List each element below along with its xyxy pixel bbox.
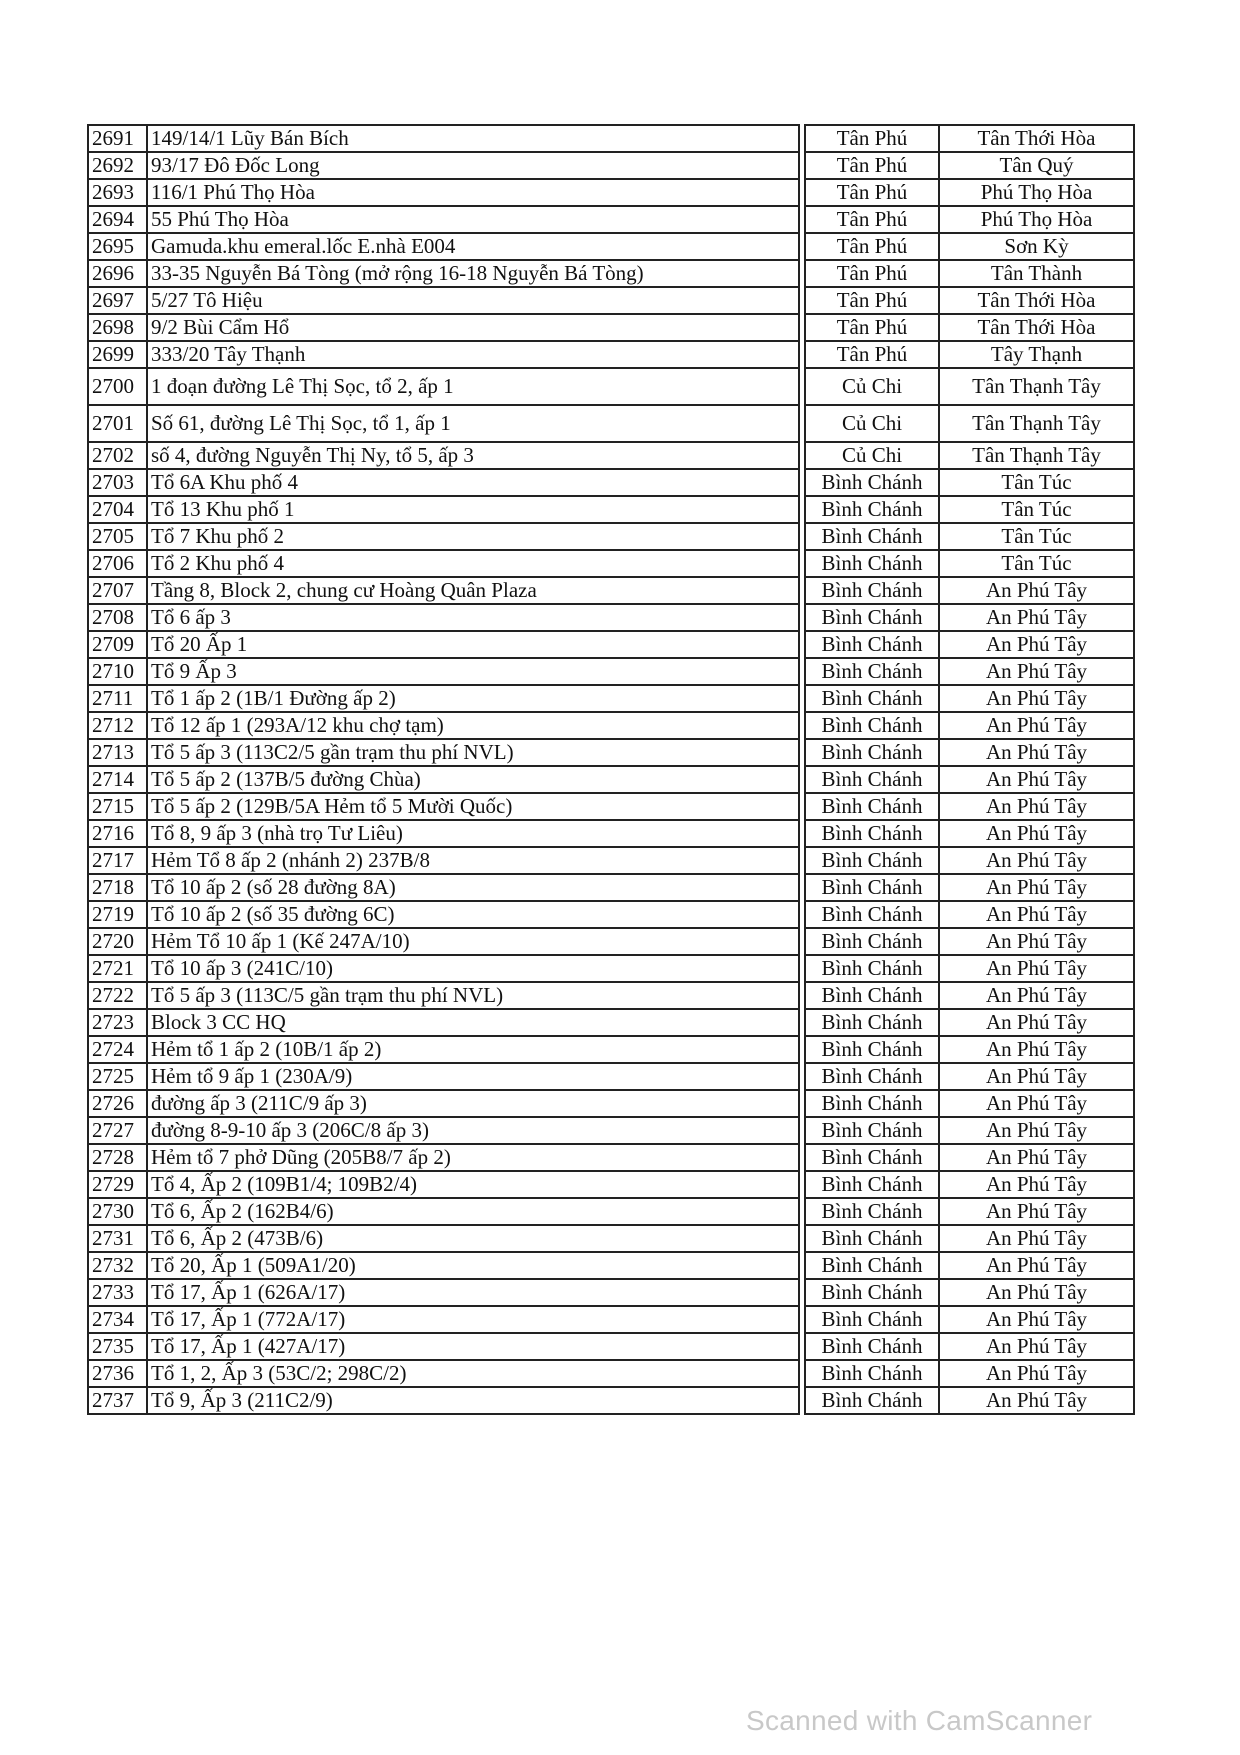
table-row xyxy=(88,685,1134,712)
table-row xyxy=(88,604,1134,631)
ward-cell: An Phú Tây xyxy=(939,1225,1134,1252)
row-number-cell: 2700 xyxy=(88,368,147,405)
ward-cell: An Phú Tây xyxy=(939,1306,1134,1333)
table-row xyxy=(88,982,1134,1009)
district-cell: Củ Chi xyxy=(805,368,939,405)
table-row xyxy=(88,496,1134,523)
address-cell: Tổ 4, Ấp 2 (109B1/4; 109B2/4) xyxy=(147,1171,799,1198)
table-row xyxy=(88,125,1134,152)
row-number-cell: 2692 xyxy=(88,152,147,179)
district-cell: Bình Chánh xyxy=(805,685,939,712)
address-cell: Tổ 9 Ấp 3 xyxy=(147,658,799,685)
table-row xyxy=(88,766,1134,793)
address-cell: Hẻm Tổ 10 ấp 1 (Kế 247A/10) xyxy=(147,928,799,955)
table-row xyxy=(88,341,1134,368)
district-cell: Bình Chánh xyxy=(805,1063,939,1090)
ward-cell: Tân Thạnh Tây xyxy=(939,442,1134,469)
table-row xyxy=(88,577,1134,604)
address-cell: Tổ 7 Khu phố 2 xyxy=(147,523,799,550)
row-number-cell: 2707 xyxy=(88,577,147,604)
address-cell: Tổ 5 ấp 3 (113C2/5 gần trạm thu phí NVL) xyxy=(147,739,799,766)
table-row xyxy=(88,1333,1134,1360)
district-cell: Tân Phú xyxy=(805,206,939,233)
district-cell: Tân Phú xyxy=(805,260,939,287)
ward-cell: Tân Thới Hòa xyxy=(939,125,1134,152)
row-number-cell: 2713 xyxy=(88,739,147,766)
address-cell: Tổ 6, Ấp 2 (162B4/6) xyxy=(147,1198,799,1225)
row-number-cell: 2715 xyxy=(88,793,147,820)
ward-cell: An Phú Tây xyxy=(939,604,1134,631)
ward-cell: An Phú Tây xyxy=(939,685,1134,712)
table-row xyxy=(88,901,1134,928)
row-number-cell: 2702 xyxy=(88,442,147,469)
table-row xyxy=(88,152,1134,179)
address-cell: Hẻm tổ 1 ấp 2 (10B/1 ấp 2) xyxy=(147,1036,799,1063)
district-cell: Bình Chánh xyxy=(805,631,939,658)
district-cell: Tân Phú xyxy=(805,152,939,179)
address-cell: Tổ 10 ấp 2 (số 28 đường 8A) xyxy=(147,874,799,901)
row-number-cell: 2728 xyxy=(88,1144,147,1171)
row-number-cell: 2719 xyxy=(88,901,147,928)
ward-cell: Tây Thạnh xyxy=(939,341,1134,368)
address-cell: 93/17 Đô Đốc Long xyxy=(147,152,799,179)
row-number-cell: 2711 xyxy=(88,685,147,712)
row-number-cell: 2717 xyxy=(88,847,147,874)
ward-cell: Tân Thới Hòa xyxy=(939,314,1134,341)
address-cell: Tổ 17, Ấp 1 (427A/17) xyxy=(147,1333,799,1360)
ward-cell: Sơn Kỳ xyxy=(939,233,1134,260)
address-cell: Tổ 5 ấp 2 (129B/5A Hẻm tổ 5 Mười Quốc) xyxy=(147,793,799,820)
district-cell: Tân Phú xyxy=(805,341,939,368)
address-cell: Tầng 8, Block 2, chung cư Hoàng Quân Plaza xyxy=(147,577,799,604)
table-row xyxy=(88,1036,1134,1063)
address-cell: 333/20 Tây Thạnh xyxy=(147,341,799,368)
row-number-cell: 2709 xyxy=(88,631,147,658)
table-row xyxy=(88,523,1134,550)
address-cell: Tổ 20, Ấp 1 (509A1/20) xyxy=(147,1252,799,1279)
table-row xyxy=(88,1198,1134,1225)
table-row xyxy=(88,405,1134,442)
ward-cell: Tân Túc xyxy=(939,523,1134,550)
address-cell: Tổ 12 ấp 1 (293A/12 khu chợ tạm) xyxy=(147,712,799,739)
table-row xyxy=(88,442,1134,469)
table-row xyxy=(88,1144,1134,1171)
address-cell: Block 3 CC HQ xyxy=(147,1009,799,1036)
district-cell: Bình Chánh xyxy=(805,523,939,550)
ward-cell: An Phú Tây xyxy=(939,955,1134,982)
address-cell: Tổ 1, 2, Ấp 3 (53C/2; 298C/2) xyxy=(147,1360,799,1387)
ward-cell: An Phú Tây xyxy=(939,847,1134,874)
row-number-cell: 2722 xyxy=(88,982,147,1009)
address-cell: Hẻm tổ 9 ấp 1 (230A/9) xyxy=(147,1063,799,1090)
ward-cell: An Phú Tây xyxy=(939,658,1134,685)
address-cell: Tổ 9, Ấp 3 (211C2/9) xyxy=(147,1387,799,1414)
district-cell: Bình Chánh xyxy=(805,766,939,793)
ward-cell: An Phú Tây xyxy=(939,1090,1134,1117)
ward-cell: An Phú Tây xyxy=(939,1144,1134,1171)
table-row xyxy=(88,1009,1134,1036)
district-cell: Củ Chi xyxy=(805,405,939,442)
row-number-cell: 2725 xyxy=(88,1063,147,1090)
district-cell: Bình Chánh xyxy=(805,469,939,496)
district-cell: Bình Chánh xyxy=(805,550,939,577)
address-cell: số 4, đường Nguyễn Thị Ny, tổ 5, ấp 3 xyxy=(147,442,799,469)
ward-cell: Tân Túc xyxy=(939,550,1134,577)
table-row xyxy=(88,874,1134,901)
row-number-cell: 2726 xyxy=(88,1090,147,1117)
table-row xyxy=(88,793,1134,820)
table-row xyxy=(88,469,1134,496)
ward-cell: An Phú Tây xyxy=(939,1117,1134,1144)
row-number-cell: 2698 xyxy=(88,314,147,341)
ward-cell: An Phú Tây xyxy=(939,1252,1134,1279)
ward-cell: An Phú Tây xyxy=(939,739,1134,766)
row-number-cell: 2723 xyxy=(88,1009,147,1036)
row-number-cell: 2732 xyxy=(88,1252,147,1279)
ward-cell: An Phú Tây xyxy=(939,1387,1134,1414)
ward-cell: An Phú Tây xyxy=(939,1279,1134,1306)
table-row xyxy=(88,1306,1134,1333)
district-cell: Bình Chánh xyxy=(805,1117,939,1144)
row-number-cell: 2699 xyxy=(88,341,147,368)
row-number-cell: 2727 xyxy=(88,1117,147,1144)
row-number-cell: 2733 xyxy=(88,1279,147,1306)
district-cell: Bình Chánh xyxy=(805,1171,939,1198)
district-cell: Tân Phú xyxy=(805,125,939,152)
table-row xyxy=(88,1117,1134,1144)
address-cell: 1 đoạn đường Lê Thị Sọc, tổ 2, ấp 1 xyxy=(147,368,799,405)
address-cell: Tổ 6A Khu phố 4 xyxy=(147,469,799,496)
district-cell: Bình Chánh xyxy=(805,1279,939,1306)
district-cell: Bình Chánh xyxy=(805,820,939,847)
district-cell: Tân Phú xyxy=(805,179,939,206)
row-number-cell: 2720 xyxy=(88,928,147,955)
district-cell: Bình Chánh xyxy=(805,1387,939,1414)
district-cell: Bình Chánh xyxy=(805,496,939,523)
ward-cell: An Phú Tây xyxy=(939,1333,1134,1360)
table-row xyxy=(88,314,1134,341)
row-number-cell: 2718 xyxy=(88,874,147,901)
table-row xyxy=(88,820,1134,847)
camscanner-watermark: Scanned with CamScanner xyxy=(746,1705,1093,1736)
row-number-cell: 2704 xyxy=(88,496,147,523)
ward-cell: An Phú Tây xyxy=(939,712,1134,739)
district-cell: Bình Chánh xyxy=(805,901,939,928)
ward-cell: An Phú Tây xyxy=(939,577,1134,604)
ward-cell: An Phú Tây xyxy=(939,901,1134,928)
address-cell: Hẻm tổ 7 phở Dũng (205B8/7 ấp 2) xyxy=(147,1144,799,1171)
ward-cell: An Phú Tây xyxy=(939,631,1134,658)
row-number-cell: 2737 xyxy=(88,1387,147,1414)
address-cell: 55 Phú Thọ Hòa xyxy=(147,206,799,233)
table-row xyxy=(88,260,1134,287)
ward-cell: Tân Thới Hòa xyxy=(939,287,1134,314)
table-row xyxy=(88,1090,1134,1117)
district-cell: Bình Chánh xyxy=(805,1225,939,1252)
district-cell: Bình Chánh xyxy=(805,739,939,766)
row-number-cell: 2705 xyxy=(88,523,147,550)
row-number-cell: 2710 xyxy=(88,658,147,685)
address-cell: Tổ 17, Ấp 1 (772A/17) xyxy=(147,1306,799,1333)
row-number-cell: 2735 xyxy=(88,1333,147,1360)
district-cell: Bình Chánh xyxy=(805,847,939,874)
address-cell: Tổ 10 ấp 2 (số 35 đường 6C) xyxy=(147,901,799,928)
row-number-cell: 2695 xyxy=(88,233,147,260)
table-row xyxy=(88,1387,1134,1414)
address-cell: Tổ 5 ấp 3 (113C/5 gần trạm thu phí NVL) xyxy=(147,982,799,1009)
row-number-cell: 2721 xyxy=(88,955,147,982)
ward-cell: Tân Quý xyxy=(939,152,1134,179)
ward-cell: An Phú Tây xyxy=(939,928,1134,955)
row-number-cell: 2701 xyxy=(88,405,147,442)
table-row xyxy=(88,287,1134,314)
address-cell: Tổ 6 ấp 3 xyxy=(147,604,799,631)
table-row xyxy=(88,1279,1134,1306)
address-cell: 9/2 Bùi Cẩm Hổ xyxy=(147,314,799,341)
ward-cell: Phú Thọ Hòa xyxy=(939,206,1134,233)
district-cell: Bình Chánh xyxy=(805,955,939,982)
district-cell: Tân Phú xyxy=(805,314,939,341)
table-row xyxy=(88,206,1134,233)
ward-cell: Tân Túc xyxy=(939,496,1134,523)
row-number-cell: 2736 xyxy=(88,1360,147,1387)
district-cell: Bình Chánh xyxy=(805,982,939,1009)
table-row xyxy=(88,233,1134,260)
address-cell: Số 61, đường Lê Thị Sọc, tổ 1, ấp 1 xyxy=(147,405,799,442)
address-table xyxy=(87,124,1135,1415)
table-row xyxy=(88,712,1134,739)
district-cell: Bình Chánh xyxy=(805,874,939,901)
district-cell: Bình Chánh xyxy=(805,1333,939,1360)
ward-cell: Tân Thành xyxy=(939,260,1134,287)
address-cell: Tổ 1 ấp 2 (1B/1 Đường ấp 2) xyxy=(147,685,799,712)
district-cell: Bình Chánh xyxy=(805,1252,939,1279)
address-cell: Tổ 8, 9 ấp 3 (nhà trọ Tư Liêu) xyxy=(147,820,799,847)
ward-cell: Phú Thọ Hòa xyxy=(939,179,1134,206)
row-number-cell: 2691 xyxy=(88,125,147,152)
district-cell: Củ Chi xyxy=(805,442,939,469)
row-number-cell: 2731 xyxy=(88,1225,147,1252)
address-cell: Tổ 5 ấp 2 (137B/5 đường Chùa) xyxy=(147,766,799,793)
district-cell: Bình Chánh xyxy=(805,793,939,820)
address-cell: 33-35 Nguyễn Bá Tòng (mở rộng 16-18 Nguyễn Bá Tòng) xyxy=(147,260,799,287)
table-row xyxy=(88,179,1134,206)
address-cell: Tổ 6, Ấp 2 (473B/6) xyxy=(147,1225,799,1252)
table-row xyxy=(88,1063,1134,1090)
ward-cell: Tân Thạnh Tây xyxy=(939,405,1134,442)
district-cell: Bình Chánh xyxy=(805,1360,939,1387)
ward-cell: An Phú Tây xyxy=(939,820,1134,847)
district-cell: Tân Phú xyxy=(805,287,939,314)
ward-cell: An Phú Tây xyxy=(939,793,1134,820)
row-number-cell: 2714 xyxy=(88,766,147,793)
ward-cell: An Phú Tây xyxy=(939,1360,1134,1387)
table-row xyxy=(88,739,1134,766)
address-cell: Tổ 20 Ấp 1 xyxy=(147,631,799,658)
address-cell: đường 8-9-10 ấp 3 (206C/8 ấp 3) xyxy=(147,1117,799,1144)
ward-cell: An Phú Tây xyxy=(939,1198,1134,1225)
address-cell: Tổ 10 ấp 3 (241C/10) xyxy=(147,955,799,982)
row-number-cell: 2712 xyxy=(88,712,147,739)
table-row xyxy=(88,955,1134,982)
ward-cell: An Phú Tây xyxy=(939,1063,1134,1090)
row-number-cell: 2693 xyxy=(88,179,147,206)
address-cell: Hẻm Tổ 8 ấp 2 (nhánh 2) 237B/8 xyxy=(147,847,799,874)
table-row xyxy=(88,928,1134,955)
row-number-cell: 2716 xyxy=(88,820,147,847)
address-cell: Tổ 17, Ấp 1 (626A/17) xyxy=(147,1279,799,1306)
row-number-cell: 2706 xyxy=(88,550,147,577)
address-cell: Gamuda.khu emeral.lốc E.nhà E004 xyxy=(147,233,799,260)
ward-cell: An Phú Tây xyxy=(939,766,1134,793)
ward-cell: An Phú Tây xyxy=(939,1171,1134,1198)
table-row xyxy=(88,847,1134,874)
district-cell: Bình Chánh xyxy=(805,604,939,631)
ward-cell: An Phú Tây xyxy=(939,1009,1134,1036)
row-number-cell: 2703 xyxy=(88,469,147,496)
table-row xyxy=(88,1225,1134,1252)
row-number-cell: 2697 xyxy=(88,287,147,314)
row-number-cell: 2696 xyxy=(88,260,147,287)
ward-cell: Tân Túc xyxy=(939,469,1134,496)
district-cell: Bình Chánh xyxy=(805,1009,939,1036)
district-cell: Bình Chánh xyxy=(805,928,939,955)
district-cell: Bình Chánh xyxy=(805,658,939,685)
row-number-cell: 2694 xyxy=(88,206,147,233)
district-cell: Bình Chánh xyxy=(805,712,939,739)
address-cell: 116/1 Phú Thọ Hòa xyxy=(147,179,799,206)
table-row xyxy=(88,1360,1134,1387)
table-row xyxy=(88,631,1134,658)
ward-cell: An Phú Tây xyxy=(939,874,1134,901)
row-number-cell: 2724 xyxy=(88,1036,147,1063)
table-row xyxy=(88,1171,1134,1198)
row-number-cell: 2734 xyxy=(88,1306,147,1333)
address-cell: Tổ 13 Khu phố 1 xyxy=(147,496,799,523)
row-number-cell: 2730 xyxy=(88,1198,147,1225)
table-row xyxy=(88,368,1134,405)
district-cell: Tân Phú xyxy=(805,233,939,260)
district-cell: Bình Chánh xyxy=(805,1144,939,1171)
row-number-cell: 2708 xyxy=(88,604,147,631)
address-cell: 5/27 Tô Hiệu xyxy=(147,287,799,314)
district-cell: Bình Chánh xyxy=(805,1036,939,1063)
address-cell: 149/14/1 Lũy Bán Bích xyxy=(147,125,799,152)
district-cell: Bình Chánh xyxy=(805,1090,939,1117)
address-cell: Tổ 2 Khu phố 4 xyxy=(147,550,799,577)
table-row xyxy=(88,550,1134,577)
address-cell: đường ấp 3 (211C/9 ấp 3) xyxy=(147,1090,799,1117)
ward-cell: Tân Thạnh Tây xyxy=(939,368,1134,405)
district-cell: Bình Chánh xyxy=(805,1306,939,1333)
row-number-cell: 2729 xyxy=(88,1171,147,1198)
address-list-page xyxy=(87,124,1133,1415)
district-cell: Bình Chánh xyxy=(805,577,939,604)
address-table-body xyxy=(88,125,1134,1414)
ward-cell: An Phú Tây xyxy=(939,1036,1134,1063)
ward-cell: An Phú Tây xyxy=(939,982,1134,1009)
table-row xyxy=(88,658,1134,685)
table-row xyxy=(88,1252,1134,1279)
district-cell: Bình Chánh xyxy=(805,1198,939,1225)
